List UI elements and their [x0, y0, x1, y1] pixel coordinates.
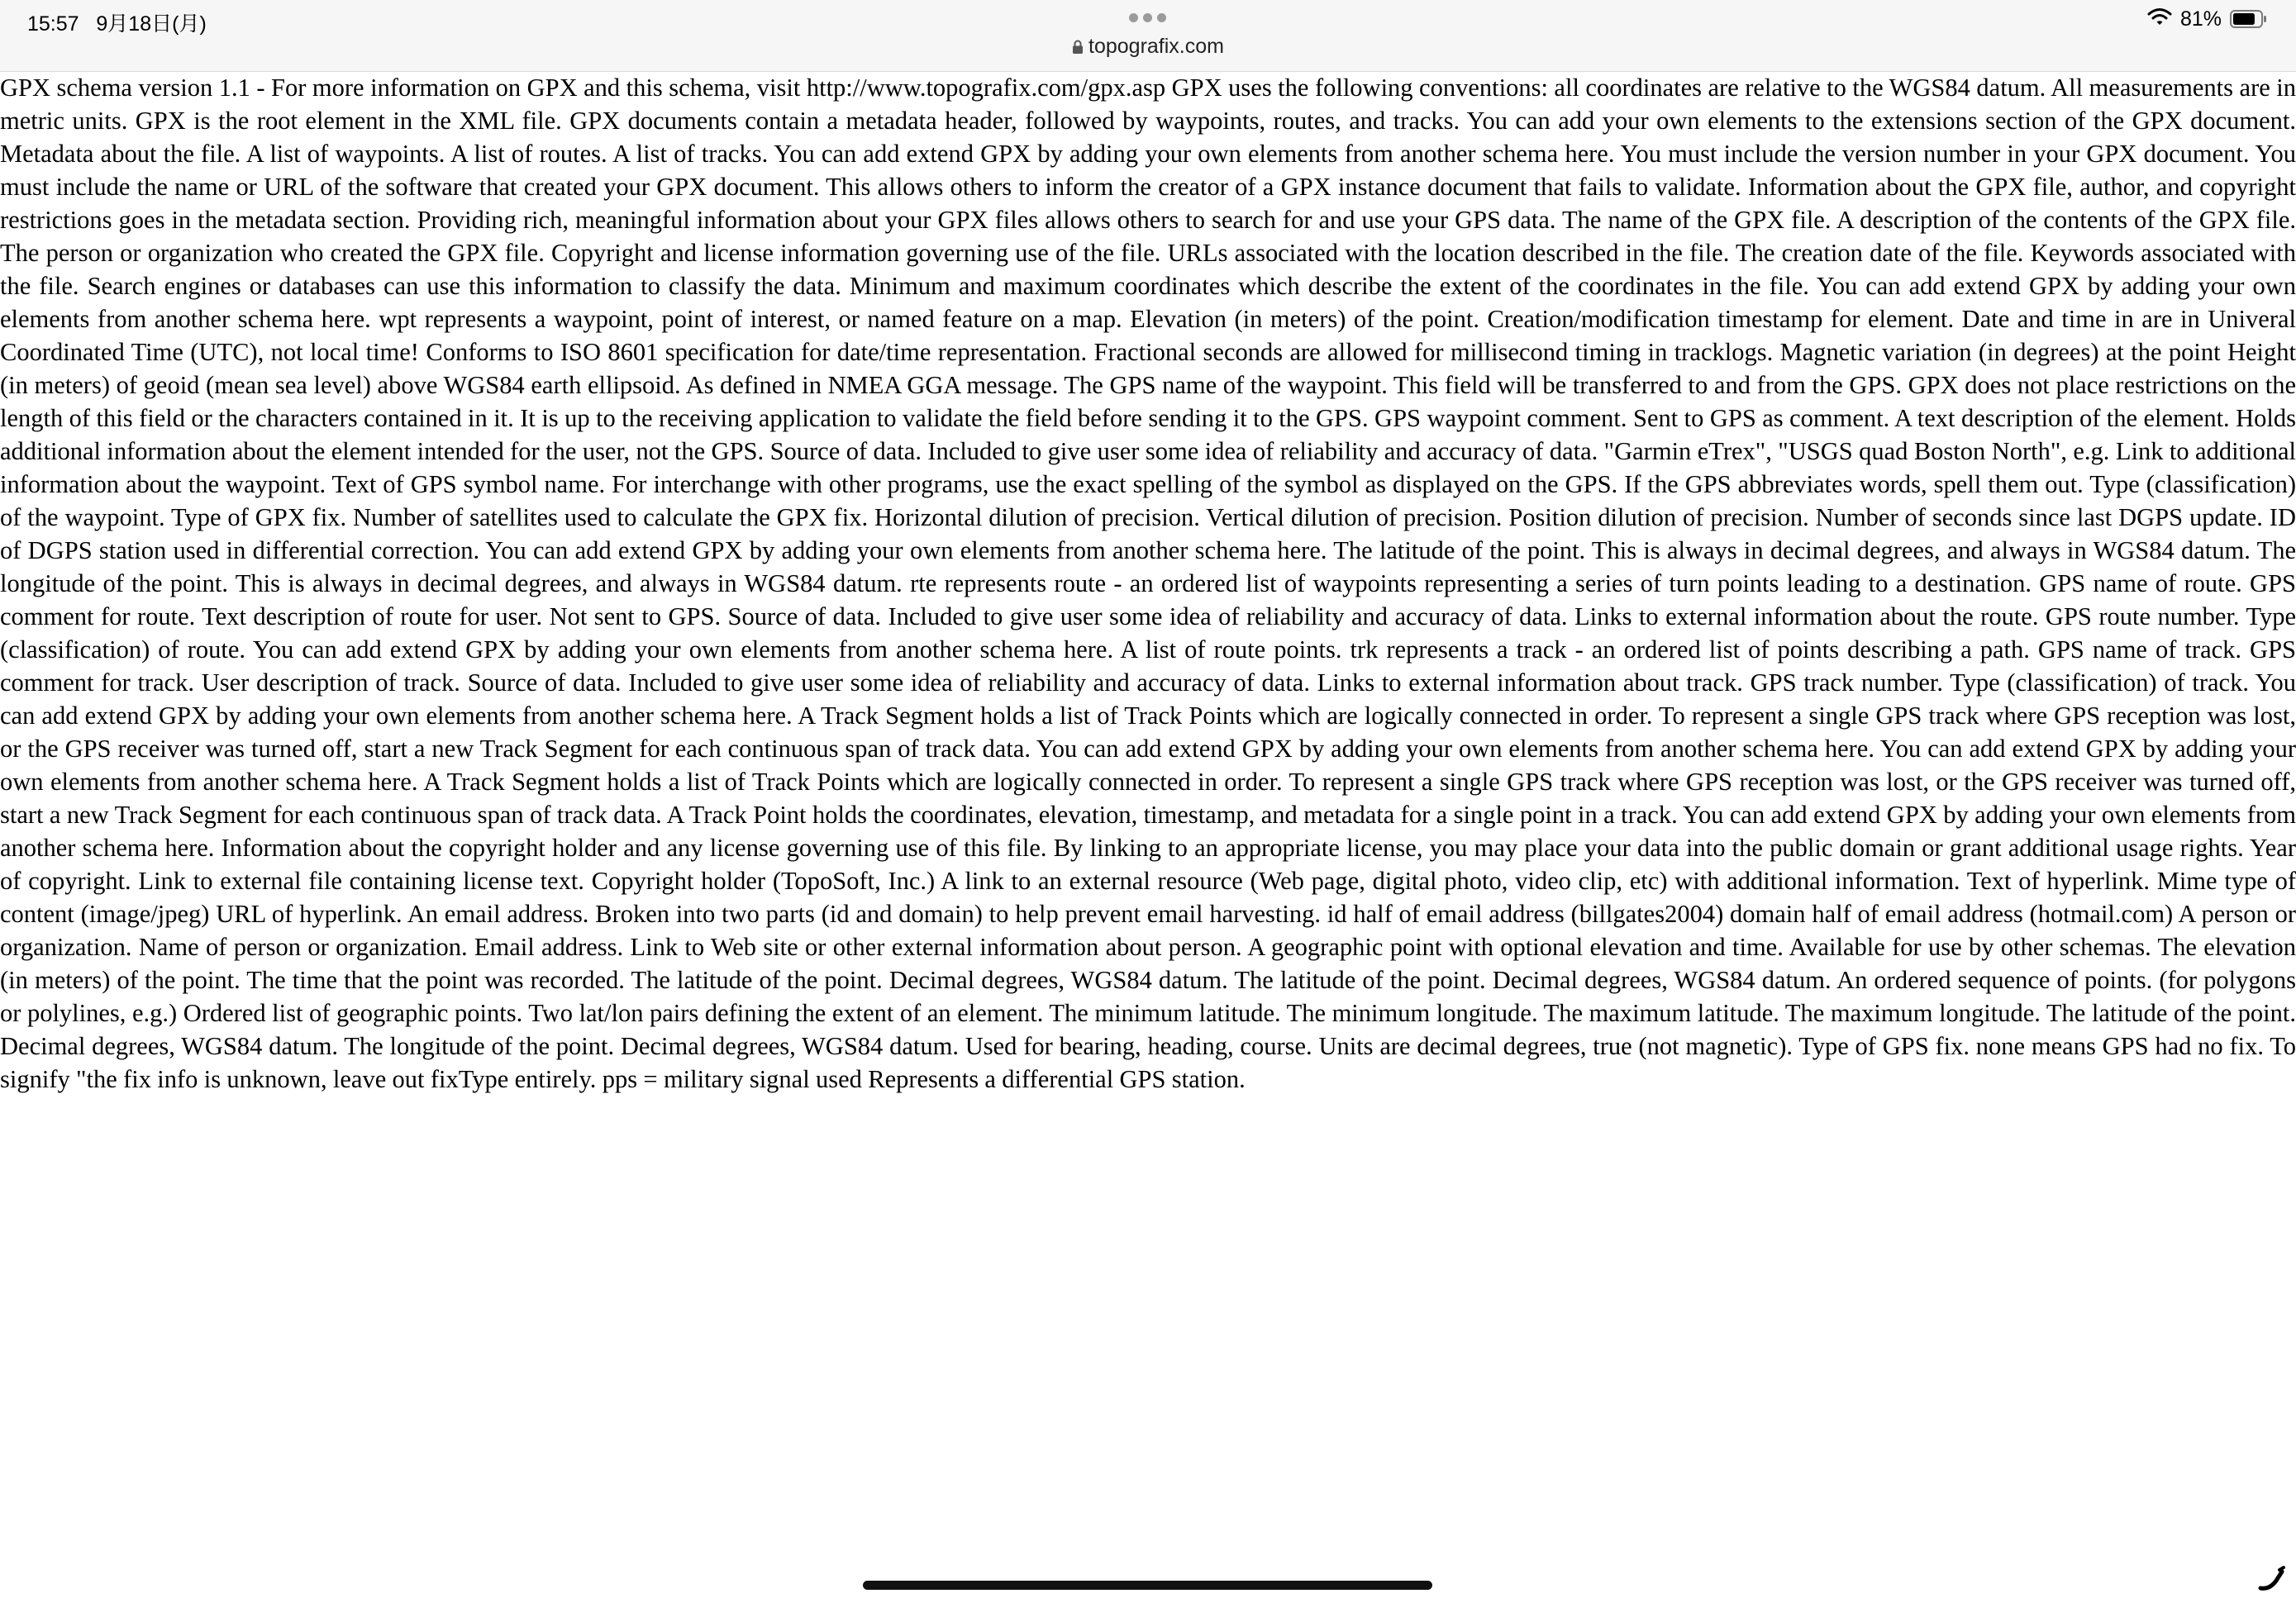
- status-time-date: [27, 7, 207, 37]
- status-time: 15:57: [27, 12, 79, 36]
- wifi-icon: [2147, 7, 2172, 31]
- pencil-icon[interactable]: [2258, 1566, 2286, 1592]
- battery-percent: 81%: [2179, 7, 2222, 31]
- lock-icon: [1072, 40, 1084, 55]
- status-indicators: [2147, 7, 2268, 31]
- status-bar: [0, 0, 2296, 72]
- battery-icon: [2230, 10, 2268, 28]
- more-dots-icon[interactable]: [1129, 13, 1167, 21]
- document-text: GPX schema version 1.1 - For more information on GPX and this schema, visit http://www.topografix.com/gpx.asp GPX uses the following conventions: all coordinates are relative to the WGS84 datum. All measurements are in metric units. GPX is the root element in the XML file. GPX documents contain a metadata header, followed by waypoints, routes, and tracks. You can add your own elements to the extensions section of the GPX document. Metadata about the file. A list of waypoints. A list of routes. A list of tracks. You can add extend GPX by adding your own elements from another schema here. You must include the version number in your GPX document. You must include the name or URL of the software that created your GPX document. This allows others to inform the creator of a GPX instance document that fails to validate. Information about the GPX file, author, and copyright restrictions goes in the metadata section. Providing rich, meaningful information about your GPX files allows others to search for and use your GPS data. The name of the GPX file. A description of the contents of the GPX file. The person or organization who created the GPX file. Copyright and license information governing use of the file. URLs associated with the location described in the file. The creation date of the file. Keywords associated with the file. Search engines or databases can use this information to classify the data. Minimum and maximum coordinates which describe the extent of the coordinates in the file. You can add extend GPX by adding your own elements from another schema here. wpt represents a waypoint, point of interest, or named feature on a map. Elevation (in meters) of the point. Creation/modification timestamp for element. Date and time in are in Univeral Coordinated Time (UTC), not local time! Conforms to ISO 8601 specification for date/time representation. Fractional seconds are allowed for millisecond timing in tracklogs. Magnetic variation (in degrees) at the point Height (in meters) of geoid (mean sea level) above WGS84 earth ellipsoid. As defined in NMEA GGA message. The GPS name of the waypoint. This field will be transferred to and from the GPS. GPX does not place restrictions on the length of this field or the characters contained in it. It is up to the receiving application to validate the field before sending it to the GPS. GPS waypoint comment. Sent to GPS as comment. A text description of the element. Holds additional information about the element intended for the user, not the GPS. Source of data. Included to give user some idea of reliability and accuracy of data. "Garmin eTrex", "USGS quad Boston North", e.g. Link to additional information about the waypoint. Text of GPS symbol name. For interchange with other programs, use the exact spelling of the symbol as displayed on the GPS. If the GPS abbreviates words, spell them out. Type (classification) of the waypoint. Type of GPX fix. Number of satellites used to calculate the GPX fix. Horizontal dilution of precision. Vertical dilution of precision. Position dilution of precision. Number of seconds since last DGPS update. ID of DGPS station used in differential correction. You can add extend GPX by adding your own elements from another schema here. The latitude of the point. This is always in decimal degrees, and always in WGS84 datum. The longitude of the point. This is always in decimal degrees, and always in WGS84 datum. rte represents route - an ordered list of waypoints representing a series of turn points leading to a destination. GPS name of route. GPS comment for route. Text description of route for user. Not sent to GPS. Source of data. Included to give user some idea of reliability and accuracy of data. Links to external information about the route. GPS route number. Type (classification) of route. You can add extend GPX by adding your own elements from another schema here. A list of route points. trk represents a track - an ordered list of points describing a path. GPS name of track. GPS comment for track. User description of track. Source of data. Included to give user some idea of reliability and accuracy of data. Links to external information about track. GPS track number. Type (classification) of track. You can add extend GPX by adding your own elements from another schema here. A Track Segment holds a list of Track Points which are logically connected in order. To represent a single GPS track where GPS reception was lost, or the GPS receiver was turned off, start a new Track Segment for each continuous span of track data. You can add extend GPX by adding your own elements from another schema here. You can add extend GPX by adding your own elements from another schema here. A Track Segment holds a list of Track Points which are logically connected in order. To represent a single GPS track where GPS reception was lost, or the GPS receiver was turned off, start a new Track Segment for each continuous span of track data. A Track Point holds the coordinates, elevation, timestamp, and metadata for a single point in a track. You can add extend GPX by adding your own elements from another schema here. Information about the copyright holder and any license governing use of this file. By linking to an appropriate license, you may place your data into the public domain or grant additional usage rights. Year of copyright. Link to external file containing license text. Copyright holder (TopoSoft, Inc.) A link to an external resource (Web page, digital photo, video clip, etc) with additional information. Text of hyperlink. Mime type of content (image/jpeg) URL of hyperlink. An email address. Broken into two parts (id and domain) to help prevent email harvesting. id half of email address (billgates2004) domain half of email address (hotmail.com) A person or organization. Name of person or organization. Email address. Link to Web site or other external information about person. A geographic point with optional elevation and time. Available for use by other schemas. The elevation (in meters) of the point. The time that the point was recorded. The latitude of the point. Decimal degrees, WGS84 datum. The latitude of the point. Decimal degrees, WGS84 datum. An ordered sequence of points. (for polygons or polylines, e.g.) Ordered list of geographic points. Two lat/lon pairs defining the extent of an element. The minimum latitude. The minimum longitude. The maximum latitude. The maximum longitude. The latitude of the point. Decimal degrees, WGS84 datum. The longitude of the point. Decimal degrees, WGS84 datum. Used for bearing, heading, course. Units are decimal degrees, true (not magnetic). Type of GPS fix. none means GPS had no fix. To signify "the fix info is unknown, leave out fixType entirely. pps = military signal used Represents a differential GPS station.: [0, 74, 2296, 1093]
- page-url: topografix.com: [1088, 35, 1224, 58]
- home-indicator[interactable]: [863, 1581, 1432, 1590]
- status-date: 9月18日(月): [96, 12, 207, 36]
- address-bar[interactable]: [0, 35, 2296, 59]
